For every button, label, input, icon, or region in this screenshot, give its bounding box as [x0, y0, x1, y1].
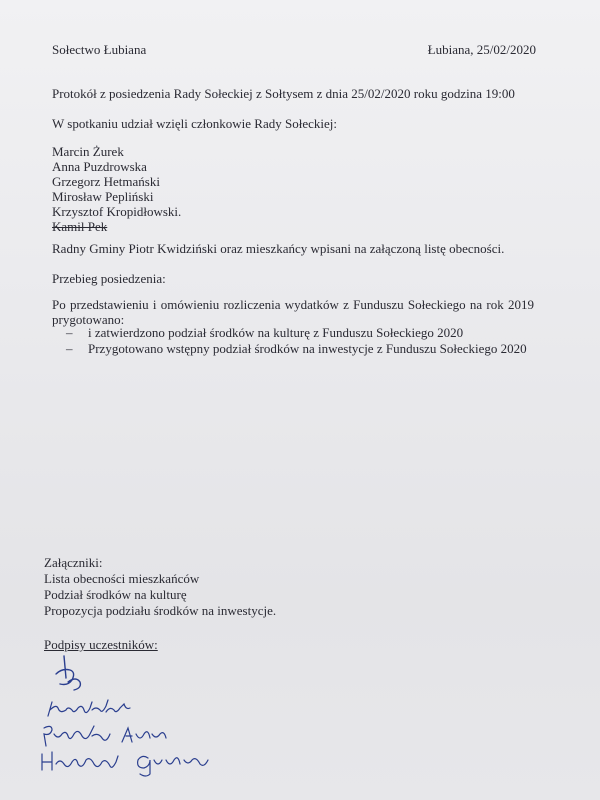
member-name: Marcin Żurek [52, 144, 124, 159]
dash-bullet: – [66, 341, 73, 356]
member-name: Grzegorz Hetmański [52, 174, 160, 189]
member-name: Krzysztof Kropidłowski. [52, 204, 182, 219]
action-list [66, 325, 527, 357]
attachments-heading: Załączniki: [44, 555, 103, 570]
list-item-text: Przygotowano wstępny podział środków na inwestycje z Funduszu Sołeckiego 2020 [88, 341, 527, 356]
signatures-heading: Podpisy uczestników: [44, 637, 158, 652]
summary-paragraph: Po przedstawieniu i omówieniu rozliczenia wydatków z Funduszu Sołeckiego na rok 2019 prygotowano: [52, 297, 534, 327]
attendance-intro: W spotkaniu udział wzięli członkowie Rady Sołeckiej: [52, 116, 337, 131]
attachment-item: Podział środków na kulturę [44, 587, 187, 602]
attachment-item: Lista obecności mieszkańców [44, 571, 200, 586]
list-item-text: i zatwierdzono podział środków na kulturę z Funduszu Sołeckiego 2020 [88, 325, 464, 340]
signature-puzdrowska [40, 722, 170, 750]
member-name-struck: Kamil Pek [52, 219, 108, 234]
list-item [66, 325, 527, 341]
councillor-note: Radny Gminy Piotr Kwidziński oraz mieszkańcy wpisani na załączoną listę obecności. [52, 241, 505, 256]
signature-initials [50, 652, 90, 694]
list-item [66, 341, 527, 357]
place-date: Łubiana, 25/02/2020 [427, 42, 536, 57]
attachment-item: Propozycja podziału środków na inwestycje. [44, 603, 277, 618]
attachments-section [44, 555, 276, 619]
member-list [52, 144, 181, 234]
member-name: Mirosław Pepliński [52, 189, 154, 204]
course-heading: Przebieg posiedzenia: [52, 271, 166, 286]
signature-hetmanski [38, 748, 218, 778]
document-title: Protokół z posiedzenia Rady Sołeckiej z Sołtysem z dnia 25/02/2020 roku godzina 19:00 [52, 86, 515, 101]
signature-kropidlowski [44, 696, 134, 722]
dash-bullet: – [66, 325, 73, 340]
member-name: Anna Puzdrowska [52, 159, 147, 174]
organization-name: Sołectwo Łubiana [52, 42, 147, 57]
